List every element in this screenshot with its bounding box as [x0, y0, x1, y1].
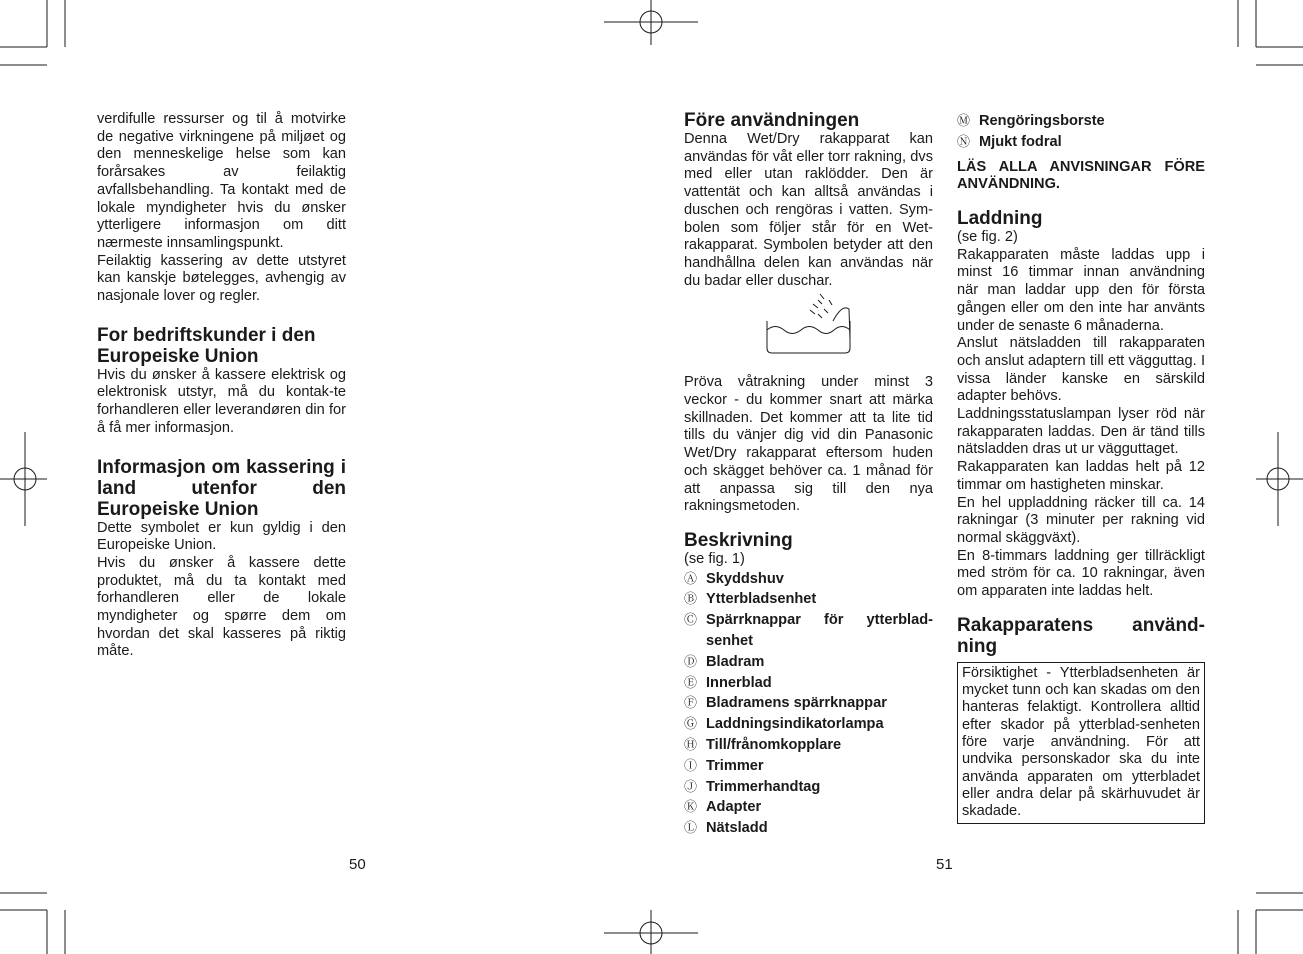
section-heading: Före användningen	[684, 110, 860, 131]
list-label: Mjukt fodral	[979, 133, 1062, 150]
list-item	[684, 818, 933, 839]
list-letter: Ⓓ	[684, 653, 698, 669]
figure-reference: (se fig. 1)	[684, 550, 745, 567]
read-instructions-notice: LÄS ALLA ANVISNINGAR FÖRE ANVÄNDNING.	[957, 158, 1205, 193]
list-letter: Ⓕ	[684, 695, 698, 711]
paragraph: Rakapparaten måste laddas upp i minst 16 timmar innan användning när man laddar upp den för första gången eller om den inte har använts under de senaste 6 månaderna.	[957, 246, 1205, 334]
section-heading: Laddning	[957, 208, 1043, 229]
list-item	[684, 652, 933, 673]
list-letter: Ⓑ	[684, 591, 698, 607]
paragraph: Pröva våtrakning under minst 3 veckor - du kommer snart att märka skillnaden. Det kommer att ta lite tid tills du vänjer dig vid din Panasonic Wet/Dry rakapparat eftersom huden och skägget behöver ca. 1 månad för att anpassa sig till den nya rakningsmetoden.	[684, 374, 933, 515]
list-item	[957, 111, 1205, 132]
list-label: Adapter	[706, 799, 762, 816]
page-number: 50	[349, 856, 366, 873]
list-letter: Ⓛ	[684, 820, 698, 836]
list-letter: Ⓐ	[684, 570, 698, 586]
list-item	[684, 797, 933, 818]
list-label: Till/frånomkopplare	[706, 737, 842, 754]
paragraph: Hvis du ønsker å kassere elektrisk og elektronisk utstyr, må du kontak-te forhandleren eller leverandøren din for å få mer informasjon.	[97, 366, 346, 436]
parts-list	[684, 569, 933, 839]
list-letter: Ⓘ	[684, 757, 698, 773]
list-item	[684, 756, 933, 777]
list-letter: Ⓝ	[957, 133, 971, 149]
list-letter: Ⓙ	[684, 778, 698, 794]
paragraph: verdifulle ressurser og til å motvirke de negative virkningene på miljøet og den menneskelige helse som kan forårsakes av feilaktig avfallsbehandling. Ta kontakt med de lokale myndigheter hvis du ønsker ytterligere informasjon om ditt nærmeste innsamlingspunkt.	[97, 111, 346, 251]
list-label: Trimmerhandtag	[706, 778, 821, 795]
left-page-column	[97, 111, 346, 661]
parts-list	[957, 111, 1205, 153]
list-item	[684, 714, 933, 735]
list-item	[684, 673, 933, 694]
paragraph: Denna Wet/Dry rakapparat kan användas för våt eller torr rakning, dvs med eller utan raklödder. Den är vattentät och kan alltså användas i duschen och rengöras i vatten. Sym-bolen som följer står för en Wet-rakapparat. Symbolen betyder att den handhållna delen kan användas när du badar eller duschar.	[684, 131, 933, 289]
section-heading: For bedriftskunder i den Europeiske Union	[97, 324, 316, 367]
list-item	[684, 693, 933, 714]
shower-bath-icon	[684, 290, 933, 374]
figure-reference: (se fig. 2)	[957, 229, 1018, 245]
list-label: Spärrknappar för ytterblad-senhet	[706, 612, 933, 650]
list-item	[684, 735, 933, 756]
list-label: Innerblad	[706, 674, 772, 691]
list-letter: Ⓜ	[957, 113, 971, 128]
list-label: Skyddshuv	[706, 570, 784, 587]
list-item	[957, 132, 1205, 153]
paragraph: Feilaktig kassering av dette utstyret kan kanskje bøtelegges, avhengig av nasjonale lover og regler.	[97, 252, 346, 305]
page-number: 51	[936, 856, 953, 873]
list-label: Trimmer	[706, 757, 764, 774]
paragraph: Rakapparaten kan laddas helt på 12 timmar om hastigheten minskar.	[957, 459, 1205, 493]
list-item	[684, 610, 933, 652]
list-item	[684, 569, 933, 590]
section-heading: Informasjon om kassering i land utenfor den Europeiske Union	[97, 456, 346, 520]
list-letter: Ⓒ	[684, 612, 698, 628]
caution-box: Försiktighet - Ytterbladsenheten är mycket tunn och kan skadas om den hanteras felaktigt. Kontrollera alltid efter skador på ytterblad-senheten före varje användning. För att undvika personskador ska du inte använda apparaten om ytterbladet eller andra delar på skärhuvudet är skadade.	[957, 662, 1205, 825]
list-letter: Ⓚ	[684, 799, 698, 815]
section-heading: Rakapparatens använd-ning	[957, 614, 1205, 657]
list-label: Ytterbladsenhet	[706, 591, 817, 608]
list-item	[684, 777, 933, 798]
paragraph: En hel uppladdning räcker till ca. 14 rakningar (3 minuter per rakning vid normal skäggväxt).	[957, 494, 1205, 546]
list-letter: Ⓖ	[684, 716, 698, 732]
list-label: Nätsladd	[706, 820, 768, 837]
list-item	[684, 589, 933, 610]
paragraph: Laddningsstatuslampan lyser röd när rakapparaten laddas. Den är tänd tills nätsladden dras ut ur vägguttaget.	[957, 406, 1205, 458]
paragraph: Anslut nätsladden till rakapparaten och anslut adaptern till ett vägguttag. I vissa länder kanske en särskild adapter behövs.	[957, 335, 1205, 405]
right-page-column-b	[957, 111, 1205, 824]
list-letter: Ⓗ	[684, 737, 698, 753]
list-label: Bladramens spärrknappar	[706, 695, 887, 712]
list-label: Rengöringsborste	[979, 113, 1105, 129]
list-letter: Ⓔ	[684, 674, 698, 690]
section-heading: Beskrivning	[684, 529, 793, 551]
list-label: Bladram	[706, 653, 765, 670]
paragraph: En 8-timmars laddning ger tillräckligt med ström för ca. 10 rakningar, även om apparaten inte laddas helt.	[957, 547, 1205, 600]
paragraph: Dette symbolet er kun gyldig i den Europeiske Union.	[97, 519, 346, 554]
list-label: Laddningsindikatorlampa	[706, 716, 884, 733]
right-page-column-a	[684, 110, 933, 839]
paragraph: Hvis du ønsker å kassere dette produktet, må du ta kontakt med forhandleren eller de lokale myndigheter og spørre dem om hvordan det skal kasseres på riktig måte.	[97, 554, 346, 660]
